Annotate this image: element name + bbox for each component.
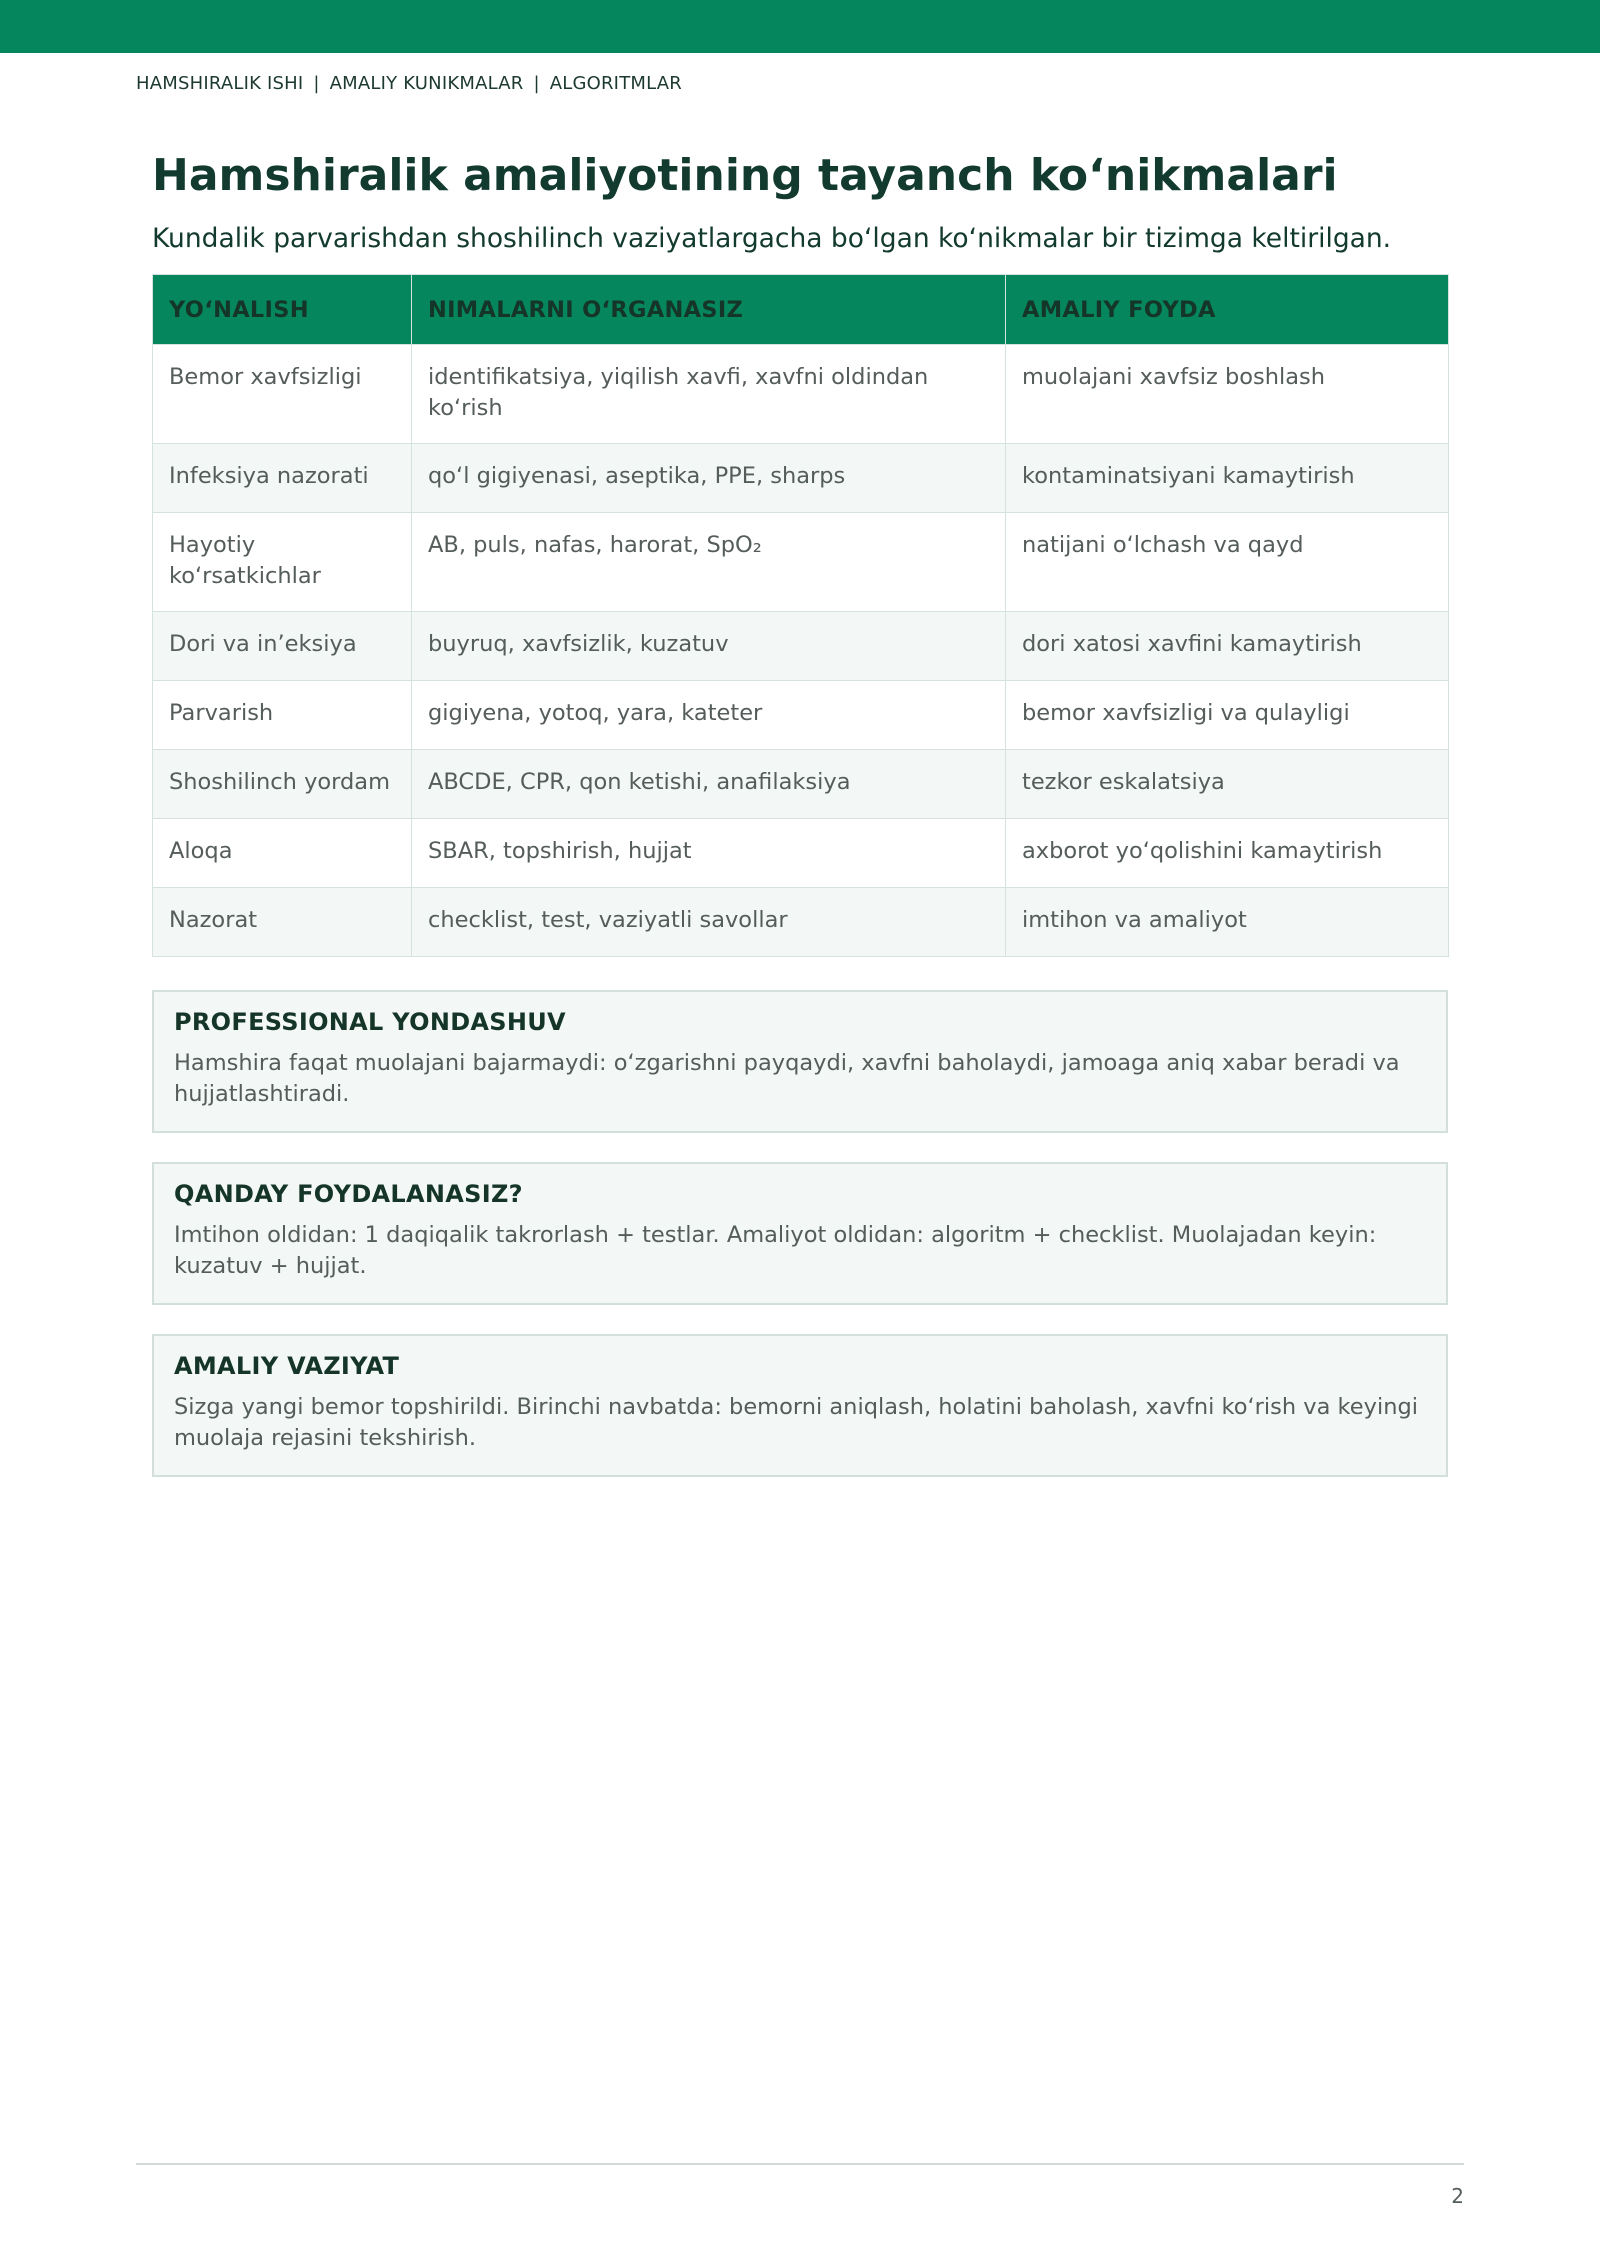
page-subtitle: Kundalik parvarishdan shoshilinch vaziyatlargacha bo‘lgan ko‘nikmalar bir tizimga keltirilgan. bbox=[152, 223, 1392, 254]
card-heading: QANDAY FOYDALANASIZ? bbox=[174, 1180, 523, 1208]
cell-benefit: axborot yo‘qolishini kamaytirish bbox=[1006, 819, 1449, 888]
breadcrumb-separator: | bbox=[313, 73, 320, 94]
breadcrumb-item: AMALIY KUNIKMALAR bbox=[329, 73, 524, 94]
cell-benefit: imtihon va amaliyot bbox=[1006, 888, 1449, 957]
breadcrumb bbox=[136, 73, 682, 94]
breadcrumb-separator: | bbox=[533, 73, 540, 94]
card-text: Sizga yangi bemor topshirildi. Birinchi navbatda: bemorni aniqlash, holatini baholash, xavfni ko‘rish va keyingi muolaja rejasini tekshirish. bbox=[174, 1394, 1418, 1451]
footer-divider bbox=[136, 2163, 1464, 2165]
cell-direction: Nazorat bbox=[153, 888, 412, 957]
page-title: Hamshiralik amaliyotining tayanch ko‘nikmalari bbox=[152, 150, 1338, 201]
practical-case-card bbox=[152, 1334, 1448, 1477]
cell-learn: ABCDE, CPR, qon ketishi, anafilaksiya bbox=[412, 750, 1006, 819]
cell-benefit: bemor xavfsizligi va qulayligi bbox=[1006, 681, 1449, 750]
cell-direction: Parvarish bbox=[153, 681, 412, 750]
table-row bbox=[153, 819, 1449, 888]
card-heading: PROFESSIONAL YONDASHUV bbox=[174, 1008, 566, 1036]
table-row bbox=[153, 612, 1449, 681]
cell-learn: gigiyena, yotoq, yara, kateter bbox=[412, 681, 1006, 750]
card-text: Imtihon oldidan: 1 daqiqalik takrorlash + testlar. Amaliyot oldidan: algoritm + checklist. Muolajadan keyin: kuzatuv + hujjat. bbox=[174, 1222, 1377, 1279]
cell-benefit: kontaminatsiyani kamaytirish bbox=[1006, 444, 1449, 513]
cell-learn: checklist, test, vaziyatli savollar bbox=[412, 888, 1006, 957]
cell-direction: Bemor xavfsizligi bbox=[153, 345, 412, 444]
cell-learn: AB, puls, nafas, harorat, SpO₂ bbox=[412, 513, 1006, 612]
card-heading: AMALIY VAZIYAT bbox=[174, 1352, 400, 1380]
skills-table bbox=[152, 274, 1449, 957]
breadcrumb-item: ALGORITMLAR bbox=[549, 73, 682, 94]
cell-benefit: tezkor eskalatsiya bbox=[1006, 750, 1449, 819]
cell-benefit: natijani o‘lchash va qayd bbox=[1006, 513, 1449, 612]
cell-benefit: muolajani xavfsiz boshlash bbox=[1006, 345, 1449, 444]
table-row bbox=[153, 681, 1449, 750]
cell-learn: identifikatsiya, yiqilish xavfi, xavfni oldindan ko‘rish bbox=[412, 345, 1006, 444]
cell-learn: SBAR, topshirish, hujjat bbox=[412, 819, 1006, 888]
cell-learn: qo‘l gigiyenasi, aseptika, PPE, sharps bbox=[412, 444, 1006, 513]
cell-direction: Dori va in’eksiya bbox=[153, 612, 412, 681]
cell-direction: Aloqa bbox=[153, 819, 412, 888]
cell-direction: Shoshilinch yordam bbox=[153, 750, 412, 819]
table-row bbox=[153, 750, 1449, 819]
column-header-direction: YO‘NALISH bbox=[153, 275, 412, 345]
table-row bbox=[153, 513, 1449, 612]
how-to-use-card bbox=[152, 1162, 1448, 1305]
top-accent-bar bbox=[0, 0, 1600, 53]
cell-direction: Infeksiya nazorati bbox=[153, 444, 412, 513]
table-row bbox=[153, 345, 1449, 444]
breadcrumb-item: HAMSHIRALIK ISHI bbox=[136, 73, 304, 94]
table-header-row bbox=[153, 275, 1449, 345]
column-header-learn: NIMALARNI O‘RGANASIZ bbox=[412, 275, 1006, 345]
table-row bbox=[153, 888, 1449, 957]
cell-benefit: dori xatosi xavfini kamaytirish bbox=[1006, 612, 1449, 681]
column-header-benefit: AMALIY FOYDA bbox=[1006, 275, 1449, 345]
cell-learn: buyruq, xavfsizlik, kuzatuv bbox=[412, 612, 1006, 681]
professional-approach-card bbox=[152, 990, 1448, 1133]
cell-direction: Hayotiy ko‘rsatkichlar bbox=[153, 513, 412, 612]
page-number: 2 bbox=[1451, 2184, 1464, 2208]
table-row bbox=[153, 444, 1449, 513]
card-text: Hamshira faqat muolajani bajarmaydi: o‘zgarishni payqaydi, xavfni baholaydi, jamoaga aniq xabar beradi va hujjatlashtiradi. bbox=[174, 1050, 1400, 1107]
